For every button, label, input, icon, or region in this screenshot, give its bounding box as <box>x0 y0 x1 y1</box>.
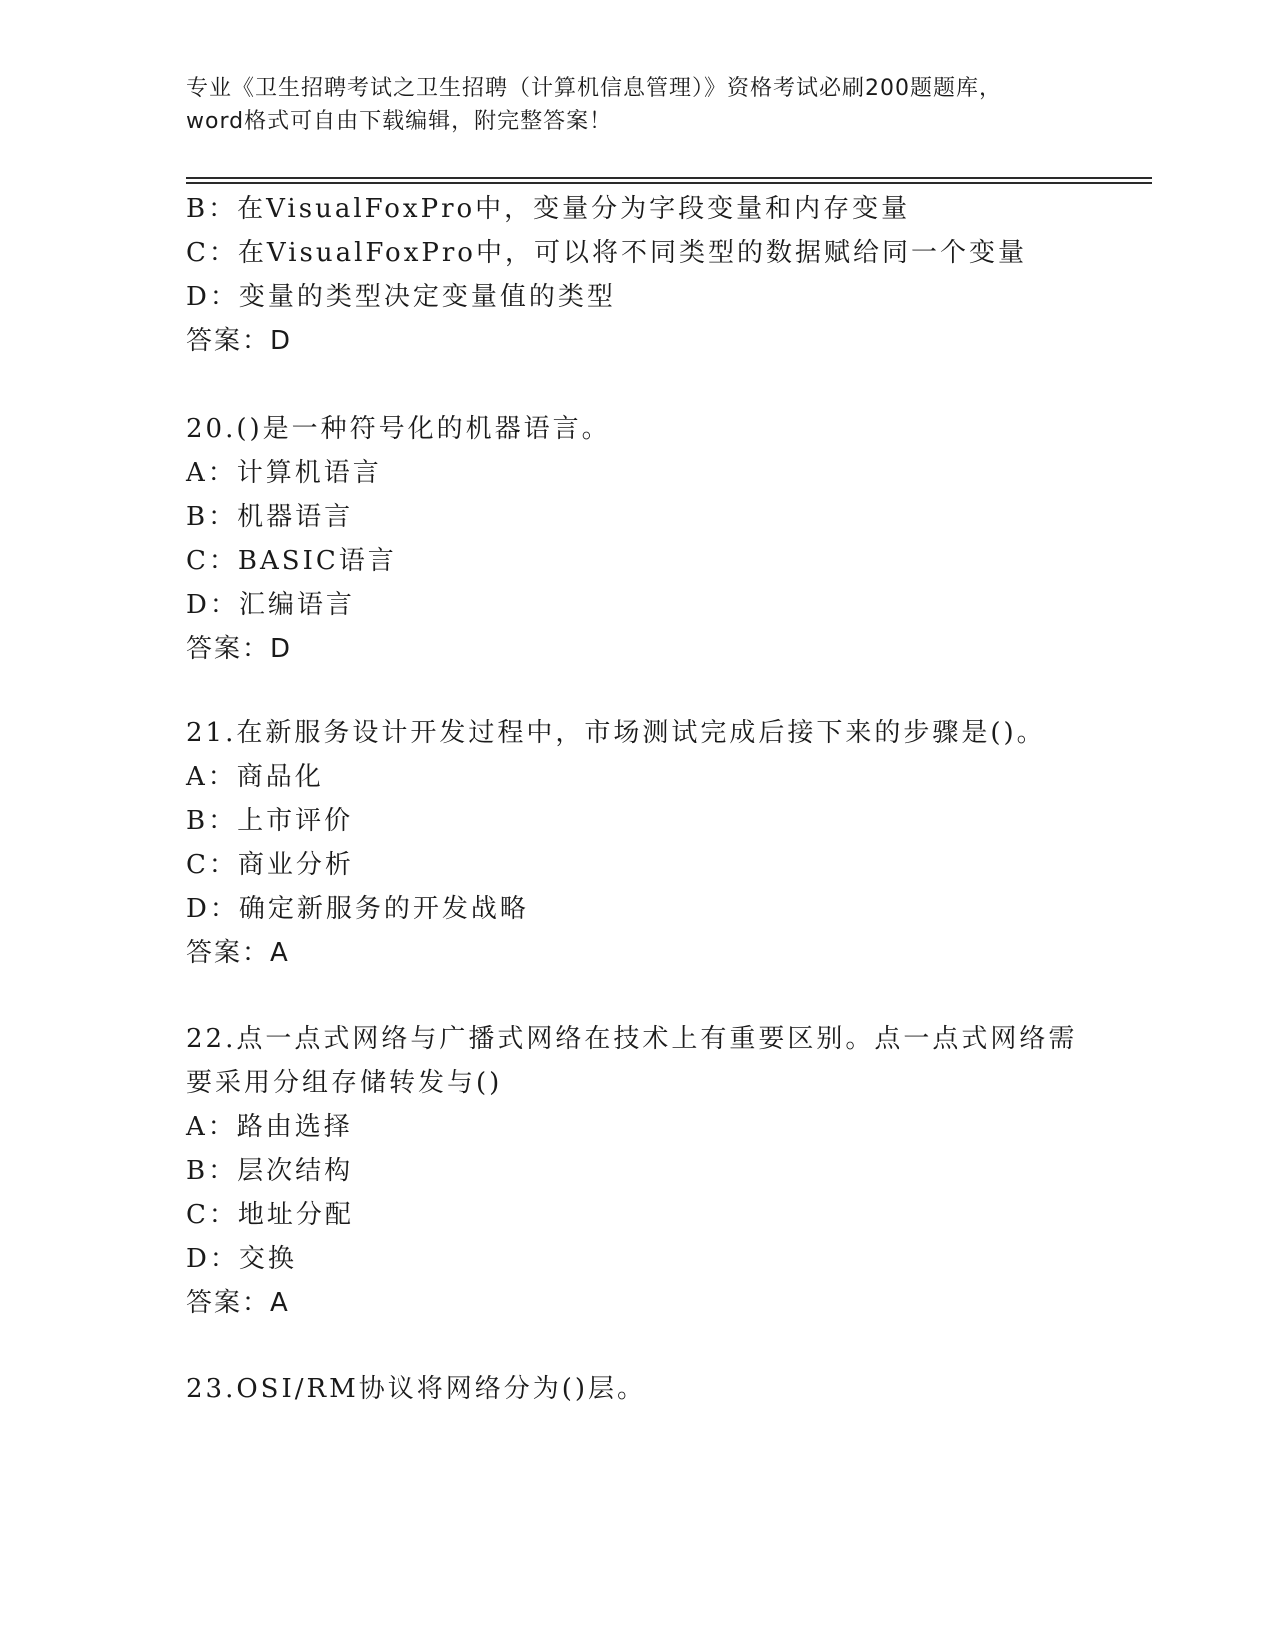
q21-option-d: D：确定新服务的开发战略 <box>186 894 529 924</box>
q22-answer: 答案：A <box>186 1288 290 1318</box>
q21-question: 21.在新服务设计开发过程中，市场测试完成后接下来的步骤是()。 <box>186 718 1046 748</box>
q22-option-b: B：层次结构 <box>186 1156 354 1186</box>
q21-answer: 答案：A <box>186 938 290 968</box>
q19-option-d: D：变量的类型决定变量值的类型 <box>186 282 616 312</box>
header-divider-bottom <box>186 182 1152 184</box>
q20-option-c: C：BASIC语言 <box>186 546 397 576</box>
q22-question-line-1: 22.点一点式网络与广播式网络在技术上有重要区别。点一点式网络需 <box>186 1024 1078 1054</box>
document-header <box>186 72 1066 138</box>
header-divider-top <box>186 177 1152 179</box>
q19-option-b: B：在VisualFoxPro中，变量分为字段变量和内存变量 <box>186 194 911 224</box>
q20-answer: 答案：D <box>186 634 293 664</box>
q23-question: 23.OSI/RM协议将网络分为()层。 <box>186 1374 646 1404</box>
q19-answer: 答案：D <box>186 326 293 356</box>
q21-option-c: C：商业分析 <box>186 850 354 880</box>
q21-option-a: A：商品化 <box>186 762 324 792</box>
q20-question: 20.()是一种符号化的机器语言。 <box>186 414 611 444</box>
q19-option-c: C：在VisualFoxPro中，可以将不同类型的数据赋给同一个变量 <box>186 238 1027 268</box>
q20-option-b: B：机器语言 <box>186 502 354 532</box>
q22-question-line-2: 要采用分组存储转发与() <box>186 1068 503 1098</box>
header-title-line-2: word格式可自由下载编辑，附完整答案！ <box>186 109 613 134</box>
header-title-line-1: 专业《卫生招聘考试之卫生招聘（计算机信息管理）》资格考试必刷200题题库， <box>186 76 1002 101</box>
q20-option-a: A：计算机语言 <box>186 458 382 488</box>
q21-option-b: B：上市评价 <box>186 806 354 836</box>
q22-option-a: A：路由选择 <box>186 1112 353 1142</box>
q20-option-d: D：汇编语言 <box>186 590 355 620</box>
q22-option-c: C：地址分配 <box>186 1200 354 1230</box>
q22-option-d: D：交换 <box>186 1244 297 1274</box>
